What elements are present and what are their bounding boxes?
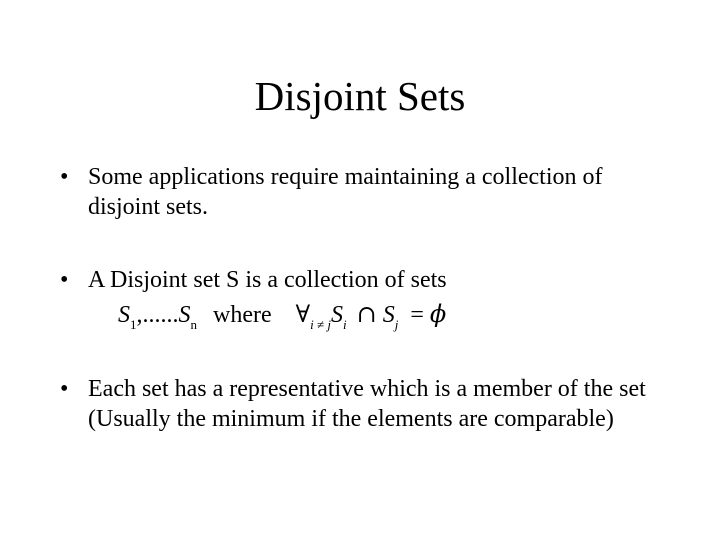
bullet-item xyxy=(60,374,660,434)
formula-s1-sub: 1 xyxy=(130,317,137,332)
forall-symbol: ∀ xyxy=(295,300,311,328)
bullet-text: Some applications require maintaining a collection of disjoint sets. xyxy=(88,164,603,220)
formula-sn: S xyxy=(178,302,191,328)
set-formula xyxy=(118,300,446,338)
formula-s1: S xyxy=(118,302,130,328)
formula-si-sub: i xyxy=(342,317,347,332)
bullet-text: Each set has a representative which is a member of the set (Usually the minimum if the elements are comparable) xyxy=(88,376,646,432)
formula-sj-sub: j xyxy=(394,317,399,332)
formula-dots: ,...... xyxy=(136,302,179,328)
bullet-text: A Disjoint set S is a collection of sets xyxy=(88,267,447,293)
intersection-symbol: ∩ xyxy=(356,300,377,328)
bullet-dot: • xyxy=(60,376,69,402)
formula-where: where xyxy=(213,302,272,328)
bullet-item xyxy=(60,265,660,295)
empty-set-symbol: ϕ xyxy=(429,300,447,328)
equals-symbol: = xyxy=(410,302,424,328)
bullet-dot: • xyxy=(60,267,69,293)
formula-cond-sub: i ≠ j xyxy=(310,317,331,332)
bullet-dot: • xyxy=(60,164,69,190)
formula-si: S xyxy=(330,302,343,328)
formula-sn-sub: n xyxy=(190,317,197,332)
bullet-item xyxy=(60,162,660,222)
slide-title: Disjoint Sets xyxy=(254,73,466,119)
formula-sj: S xyxy=(382,302,395,328)
